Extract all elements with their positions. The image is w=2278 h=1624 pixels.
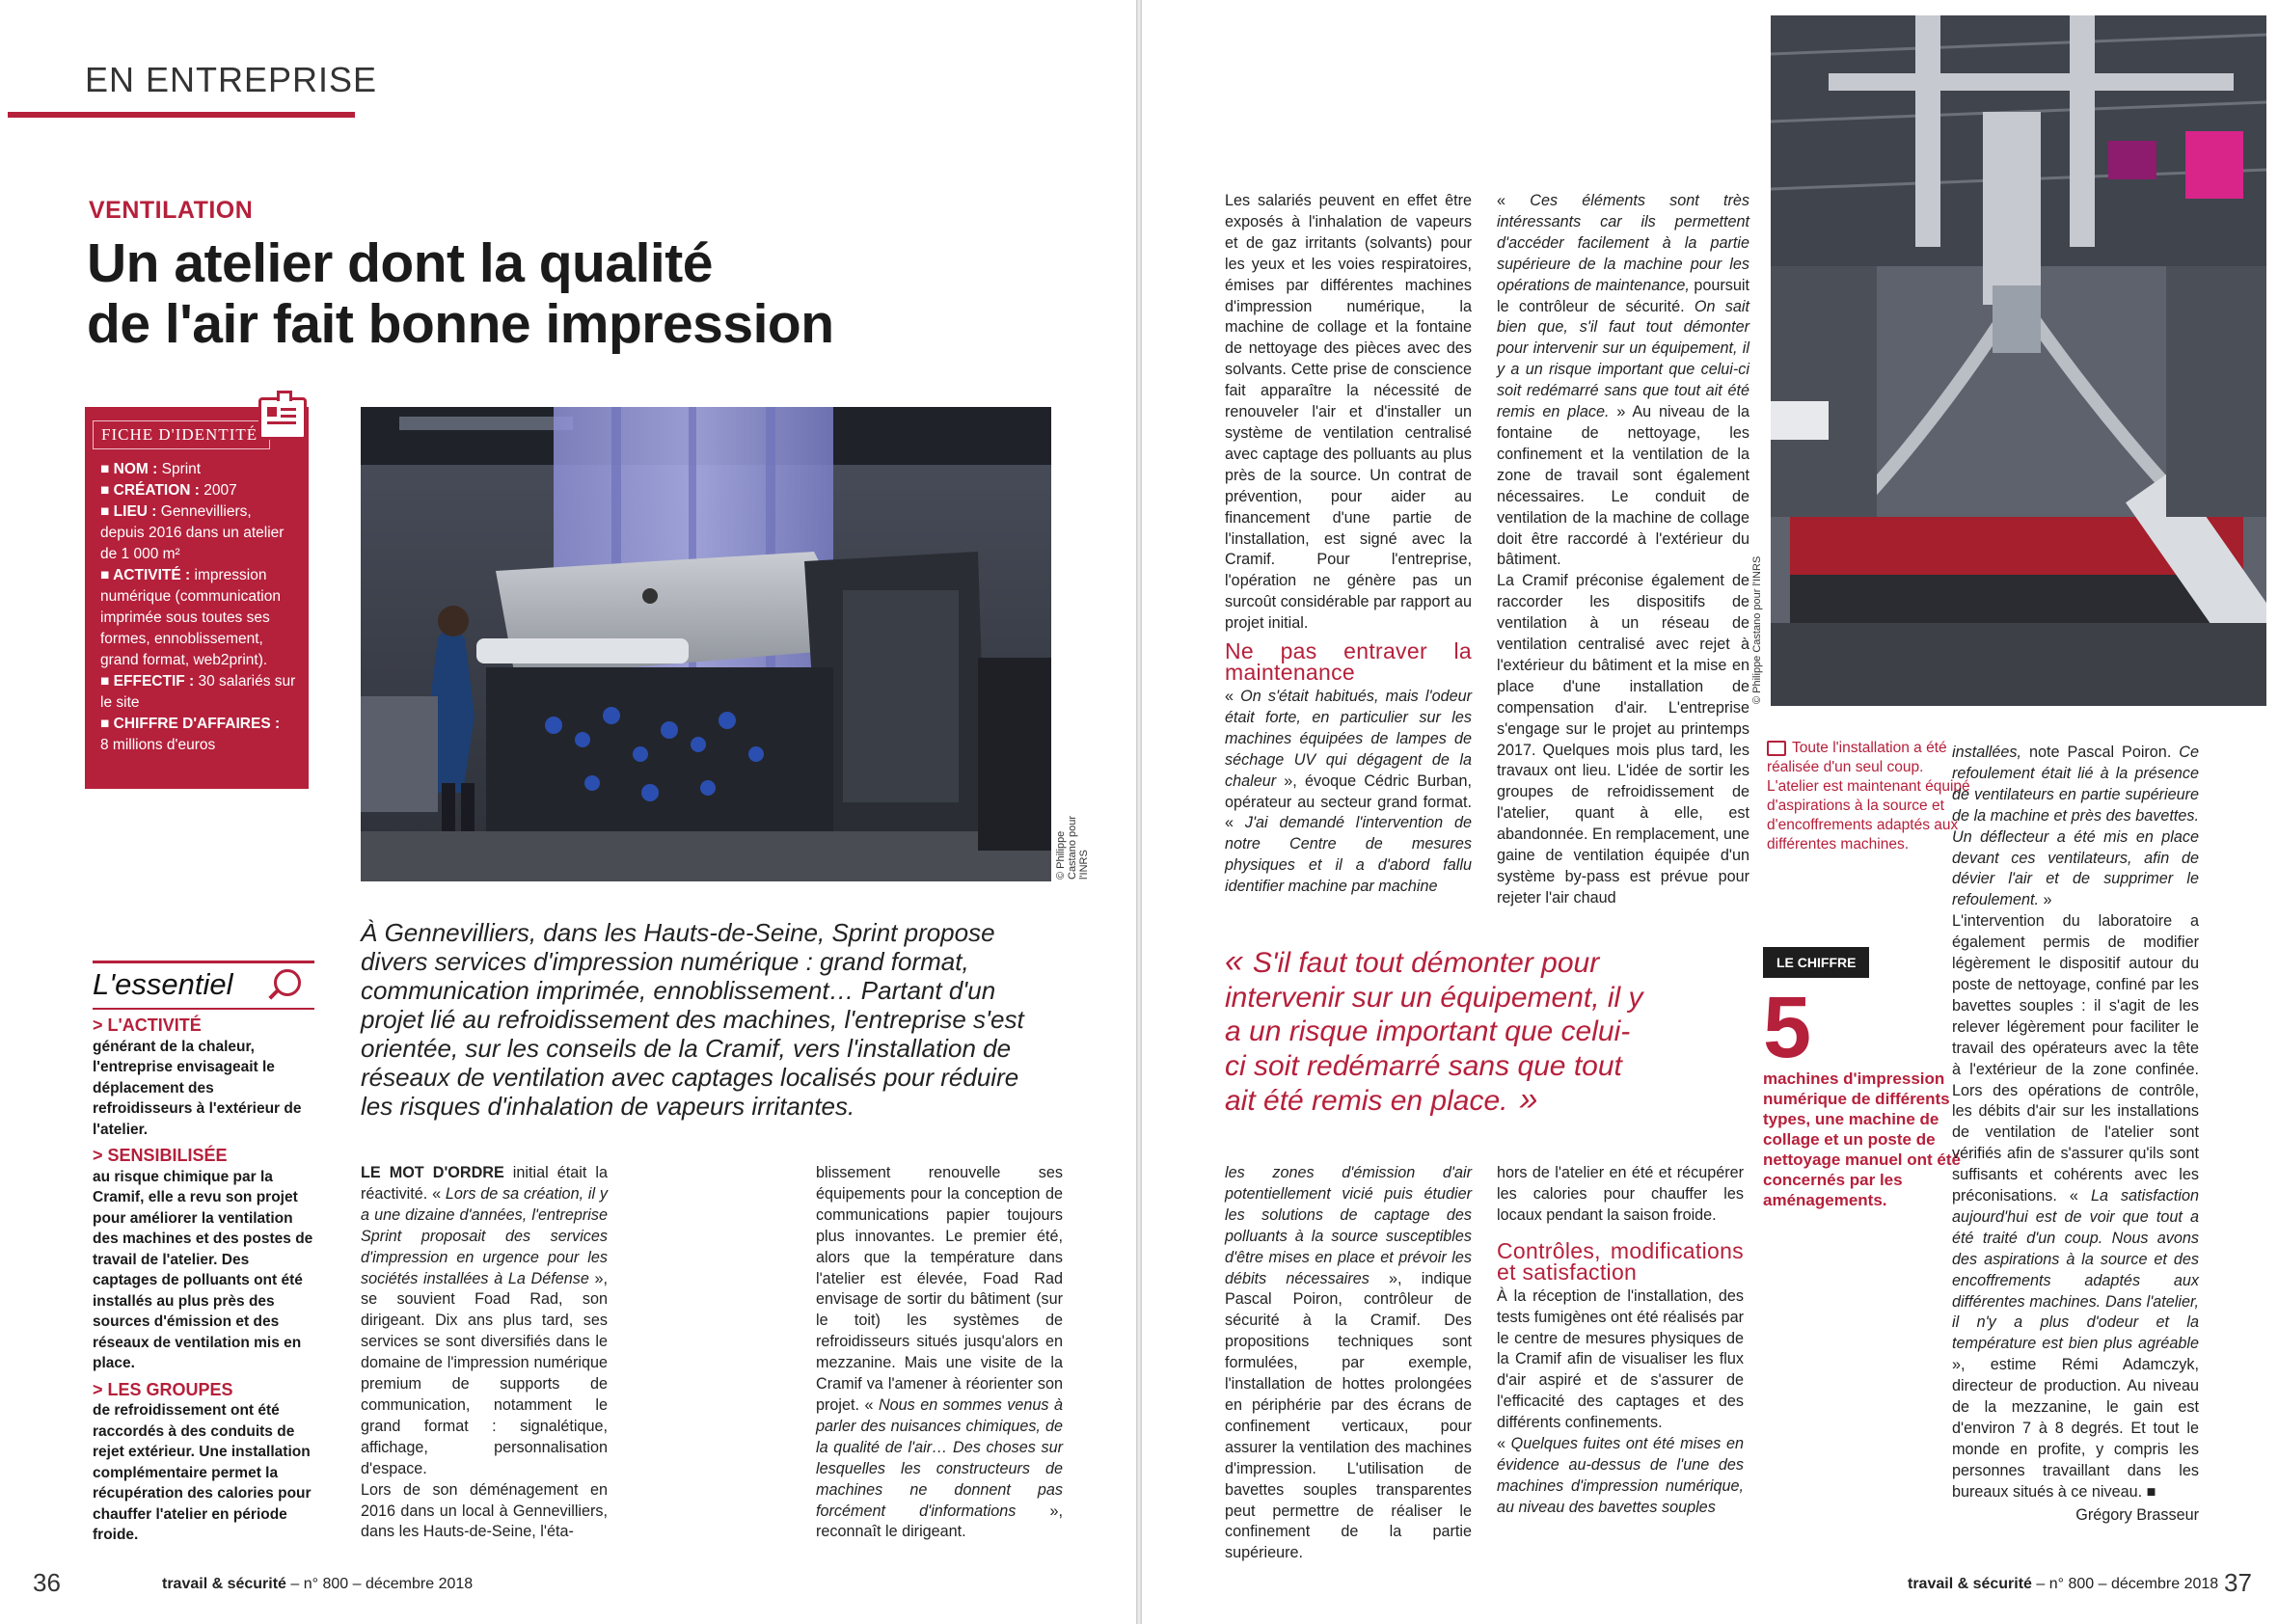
page-number-right: 37 [2224, 1568, 2252, 1597]
le-chiffre-label: LE CHIFFRE [1763, 947, 1869, 978]
le-chiffre-text: machines d'impression numérique de différents types, une machine de collage et un poste de nettoyage manuel ont été concernés par les aménagements. [1763, 1069, 1961, 1209]
article-author: Grégory Brasseur [2075, 1505, 2199, 1524]
fiche-activite: impression numérique (communication imprimée sous toutes ses formes, ennoblissement, grand format, web2print). [100, 567, 281, 668]
col3-para-1: Les salariés peuvent en effet être exposés à l'inhalation de vapeurs et de gaz irritants (solvants) pour les yeux et les voies respiratoires, émises par différentes machines d'impression numérique, la machine de collage et la fontaine de nettoyage des pièces avec des solvants. Cette prise de conscience fait apparaître la nécessité de renouveler l'air et d'installer un système de ventilation centralisé avec captage des polluants au plus près de la source. Un contrat de prévention, pour aider au financement d'une partie de l'installation, est signé avec la Cramif. Pour l'entreprise, l'opération ne génère pas un surcoût considérable par rapport au projet initial. [1225, 192, 1472, 633]
col1-text-b: », se souvient Foad Rad, son dirigeant. Dix ans plus tard, ses services se sont diversifiés dans le domaine de l'impression numérique premium de supports de communication, notamment le grand format : signalétique, affichage, personnalisation d'espace. [361, 1269, 608, 1477]
photo-caption-text: Toute l'installation a été réalisée d'un seul coup. L'atelier est maintenant équipé d'aspirations à la source et d'encoffrements adaptés aux différentes machines. [1767, 740, 1970, 853]
fiche-title: FICHE D'IDENTITÉ [93, 420, 270, 449]
fiche-ca-label: ■ CHIFFRE D'AFFAIRES : [100, 716, 281, 732]
essentiel-text-sensibilisee: au risque chimique par la Cramif, elle a revu son projet pour améliorer la ventilation des machines et des postes de travail de l'atelier. Des captages de polluants ont été installés au plus près des sources d'émission et des réseaux de ventilation mis en place. [93, 1168, 313, 1371]
fiche-effectif-label: ■ EFFECTIF : [100, 673, 195, 690]
left-body-column-2 [816, 1163, 1063, 1543]
colC-para-1: hors de l'atelier en été et récupérer les calories pour chauffer les locaux pendant la saison froide. [1497, 1164, 1744, 1224]
fiche-body [85, 449, 309, 756]
colB-text: », indique Pascal Poiron, contrôleur de sécurité à la Cramif. Des propositions techniques sont formulées, par exemple, l'installation de hottes prolongées en périphérie par des écrans de confinement verticaux, pour assurer la ventilation des machines d'impression. L'utilisation de bavettes souples transparentes peut permettre de réaliser le confinement de la partie supérieure. [1225, 1269, 1472, 1562]
fiche-creation: 2007 [199, 482, 237, 499]
article-chapo: À Gennevilliers, dans les Hauts-de-Seine, Sprint propose divers services d'impression numérique : grand format, communication imprimée, ennoblissement… Partant d'un projet lié au refroidissement des machines, l'entreprise s'est orientée, sur les conseils de la Cramif, vers l'installation de réseaux de ventilation avec captages localisés pour réduire les risques d'inhalation de vapeurs irritantes. [361, 918, 1024, 1121]
essentiel-title: L'essentiel [93, 967, 233, 1001]
colA-open: « [1497, 192, 1531, 209]
essentiel-box [93, 961, 314, 1546]
colD-text-1: note Pascal Poiron. [2020, 744, 2180, 761]
left-page [0, 0, 1136, 1624]
col2-text-b: », reconnaît le dirigeant. [816, 1502, 1063, 1541]
right-body-column-c [1497, 1163, 1744, 1519]
footer-magazine-left: travail & sécurité [162, 1576, 286, 1592]
printing-machine-photo [361, 407, 1051, 881]
title-line-1: Un atelier dont la qualité [87, 232, 713, 294]
essentiel-body [93, 1015, 314, 1546]
lead-in: LE MOT D'ORDRE [361, 1164, 504, 1181]
fiche-identite-box [85, 407, 309, 789]
essentiel-heading-activite: > L'ACTIVITÉ [93, 1015, 202, 1035]
le-chiffre-box [1763, 947, 1975, 1210]
colA-quote-1: Ces éléments sont très intéressants car ils permettent d'accéder facilement à la partie supérieure de la machine pour les opérations de maintenance, [1497, 192, 1749, 294]
fiche-activite-label: ■ ACTIVITÉ : [100, 567, 191, 583]
colC-para-2: À la réception de l'installation, des tests fumigènes ont été réalisés par le centre de mesures physiques de la Cramif afin de visualiser les flux d'air aspiré et de s'assurer de l'efficacité des captages et des différents confinements. [1497, 1286, 1744, 1432]
photo-credit-left: © Philippe Castano pour l'INRS [1055, 815, 1090, 880]
footer-left [162, 1576, 473, 1593]
page-number-left: 36 [33, 1568, 61, 1597]
rubric-underline [8, 112, 355, 118]
colA-quote-2: On sait bien que, s'il faut tout démonter pour intervenir sur un équipement, il y a un risque important que celui-ci soit redémarré sans que tout ait été remis en place. [1497, 297, 1749, 421]
colD-close: » [2038, 891, 2052, 909]
camera-icon [1767, 741, 1786, 756]
magnifier-handle [268, 988, 279, 999]
fiche-creation-label: ■ CRÉATION : [100, 482, 200, 499]
col2-text: blissement renouvelle ses équipements pour la conception de communications papier toujours plus innovantes. Le premier été, alors que la température dans l'atelier est élevée, Foad Rad envisage de sortir du bâtiment (sur le toit) les systèmes de refroidisseurs situés jusqu'alors en mezzanine. Mais une visite de la Cramif va l'amener à réorienter son projet. « [816, 1164, 1063, 1414]
photo-credit-right: © Philippe Castano pour l'INRS [1751, 555, 1763, 704]
le-chiffre-number: 5 [1763, 980, 1812, 1076]
colD-text-3: », estime Rémi Adamczyk, directeur de production. Au niveau de la mezzanine, le gain est d'environ 7 à 8 degrés. Et tout le monde en profite, y compris les personnes travaillant dans les bureaux situés à ce niveau. ■ [1952, 1356, 2199, 1501]
left-body-column-1 [361, 1163, 608, 1543]
footer-issue-right: – n° 800 – décembre 2018 [2031, 1576, 2219, 1592]
colB-quote: les zones d'émission d'air potentiellement vicié puis étudier les solutions de captage des polluants à la source susceptibles d'être mises en place et prévoir les débits nécessaires [1225, 1164, 1472, 1287]
colD-quote-3: La satisfaction aujourd'hui est de voir que tout a été traité d'un coup. Nous avons des aspirations à la source et des encoffrements adaptés aux différentes machines. Dans l'atelier, il n'y a plus d'odeur et la température est bien plus agréable [1952, 1187, 2199, 1353]
workshop-illustration [1771, 15, 2266, 706]
quote-open-mark: « [1225, 943, 1243, 980]
essentiel-rule [93, 1008, 314, 1010]
fiche-lieu: Gennevilliers, depuis 2016 dans un atelier de 1 000 m² [100, 503, 285, 562]
printing-machine-illustration [361, 407, 1051, 881]
right-body-column-a [1497, 191, 1749, 909]
footer-magazine-right: travail & sécurité [1908, 1576, 2032, 1592]
fiche-nom-label: ■ NOM : [100, 461, 158, 477]
col3-open-quote: « [1225, 688, 1241, 706]
right-page [1142, 0, 2278, 1624]
colD-quote-2: Ce refoulement était lié à la présence de ventilateurs en partie supérieure de la machine et près des bavettes. Un déflecteur a été mis en place devant ces ventilateurs, afin de dévier l'air et de supprimer le refoulement. [1952, 744, 2199, 909]
essentiel-heading-sensibilisee: > SENSIBILISÉE [93, 1146, 228, 1165]
col3-text: », évoque Cédric Burban, opérateur au secteur grand format. « [1225, 771, 1472, 832]
quote-text: S'il faut tout démonter pour intervenir sur un équipement, il y a un risque important que celui-ci soit redémarré sans que tout ait été remis en place. [1225, 947, 1643, 1117]
essentiel-heading-groupes: > LES GROUPES [93, 1379, 233, 1399]
colA-para-2: La Cramif préconise également de raccorder les dispositifs de ventilation à un réseau de ventilation centralisé avec rejet à l'extérieur du bâtiment et la mise en place d'une installation de compensation d'air. L'entreprise s'engage sur le projet au printemps 2017. Quelques mois plus tard, les travaux ont lieu. L'idée de sortir les groupes de refroidissement de l'atelier, quant à elle, est abandonnée. En remplacement, une gaine de ventilation équipée d'un système by-pass est prévue pour rejeter l'air chaud [1497, 572, 1749, 907]
col1-para-2: Lors de son déménagement en 2016 dans un local à Gennevilliers, dans les Hauts-de-Seine, l'éta- [361, 1480, 608, 1541]
section-rubric: EN ENTREPRISE [85, 60, 378, 99]
colD-quote-1: installées, [1952, 744, 2021, 761]
pull-quote [1225, 945, 1649, 1119]
col3-quote-1: On s'était habitués, mais l'odeur était forte, en particulier sur les machines équipées de lampes de séchage UV qui dégagent de la chaleur [1225, 688, 1472, 790]
right-body-column-b [1225, 1163, 1472, 1564]
title-line-2: de l'air fait bonne impression [87, 293, 834, 355]
subhead-controles: Contrôles, modifications et satisfaction [1497, 1237, 1744, 1285]
essentiel-text-groupes: de refroidissement ont été raccordés à des conduits de rejet extérieur. Une installation complémentaire permet la récupération des calories pour chauffer l'atelier en période froide. [93, 1402, 312, 1543]
fiche-nom: Sprint [157, 461, 202, 477]
subhead-maintenance: Ne pas entraver la maintenance [1225, 638, 1472, 686]
quote-close-mark: » [1519, 1081, 1538, 1118]
article-title [87, 233, 1032, 355]
col2-quote: Nous en sommes venus à parler des nuisances chimiques, de la qualité de l'air… Des choses sur lesquelles les constructeurs de machines ne donnent pas forcément d'informations [816, 1395, 1063, 1520]
fiche-ca: 8 millions d'euros [100, 737, 216, 753]
colA-text-1: poursuit le contrôleur de sécurité. [1497, 276, 1749, 315]
article-kicker: VENTILATION [89, 197, 254, 224]
colD-text-2: L'intervention du laboratoire a également permis de modifier légèrement le dispositif autour du poste de nettoyage, confiné par les bavettes souples : il s'agit de les relever légèrement pour faciliter le travail des opérateurs avec la tête à l'extérieur de la zone confinée. Lors des opérations de contrôle, les débits d'air sur les installations de ventilation de l'atelier sont vérifiés afin de s'assurer qu'ils sont suffisants et cohérents avec les préconisations. « [1952, 912, 2199, 1205]
left-body-column-3 [1225, 191, 1472, 898]
col1-text-a: initial était la réactivité. « [361, 1164, 608, 1203]
photo-caption [1767, 739, 1975, 854]
col1-quote: Lors de sa création, il y a une dizaine d'années, l'entreprise Sprint proposait des services d'impression en urgence pour les sociétés installées à La Défense [361, 1184, 608, 1287]
fiche-lieu-label: ■ LIEU : [100, 503, 157, 520]
col3-quote-2: J'ai demandé l'intervention de notre Centre de mesures physiques et il a d'abord fallu identifier machine par machine [1225, 814, 1472, 896]
footer-issue-left: – n° 800 – décembre 2018 [285, 1576, 474, 1592]
fiche-effectif: 30 salariés sur le site [100, 673, 296, 711]
footer-right [1908, 1576, 2218, 1593]
workshop-photo [1771, 15, 2266, 706]
id-card-icon [258, 397, 307, 440]
colA-text-2: » Au niveau de la fontaine de nettoyage, les confinement et la ventilation de la zone de travail sont également nécessaires. Le conduit de ventilation de la machine de collage doit être raccordé à l'extérieur du bâtiment. [1497, 403, 1750, 569]
essentiel-text-activite: générant de la chaleur, l'entreprise envisageait le déplacement des refroidisseurs à l'extérieur de l'atelier. [93, 1038, 302, 1138]
colC-quote: Quelques fuites ont été mises en évidence au-dessus de l'une des machines d'impression numérique, au niveau des bavettes souples [1497, 1435, 1744, 1516]
colC-open: « [1497, 1435, 1511, 1453]
right-body-column-d [1952, 743, 2199, 1527]
